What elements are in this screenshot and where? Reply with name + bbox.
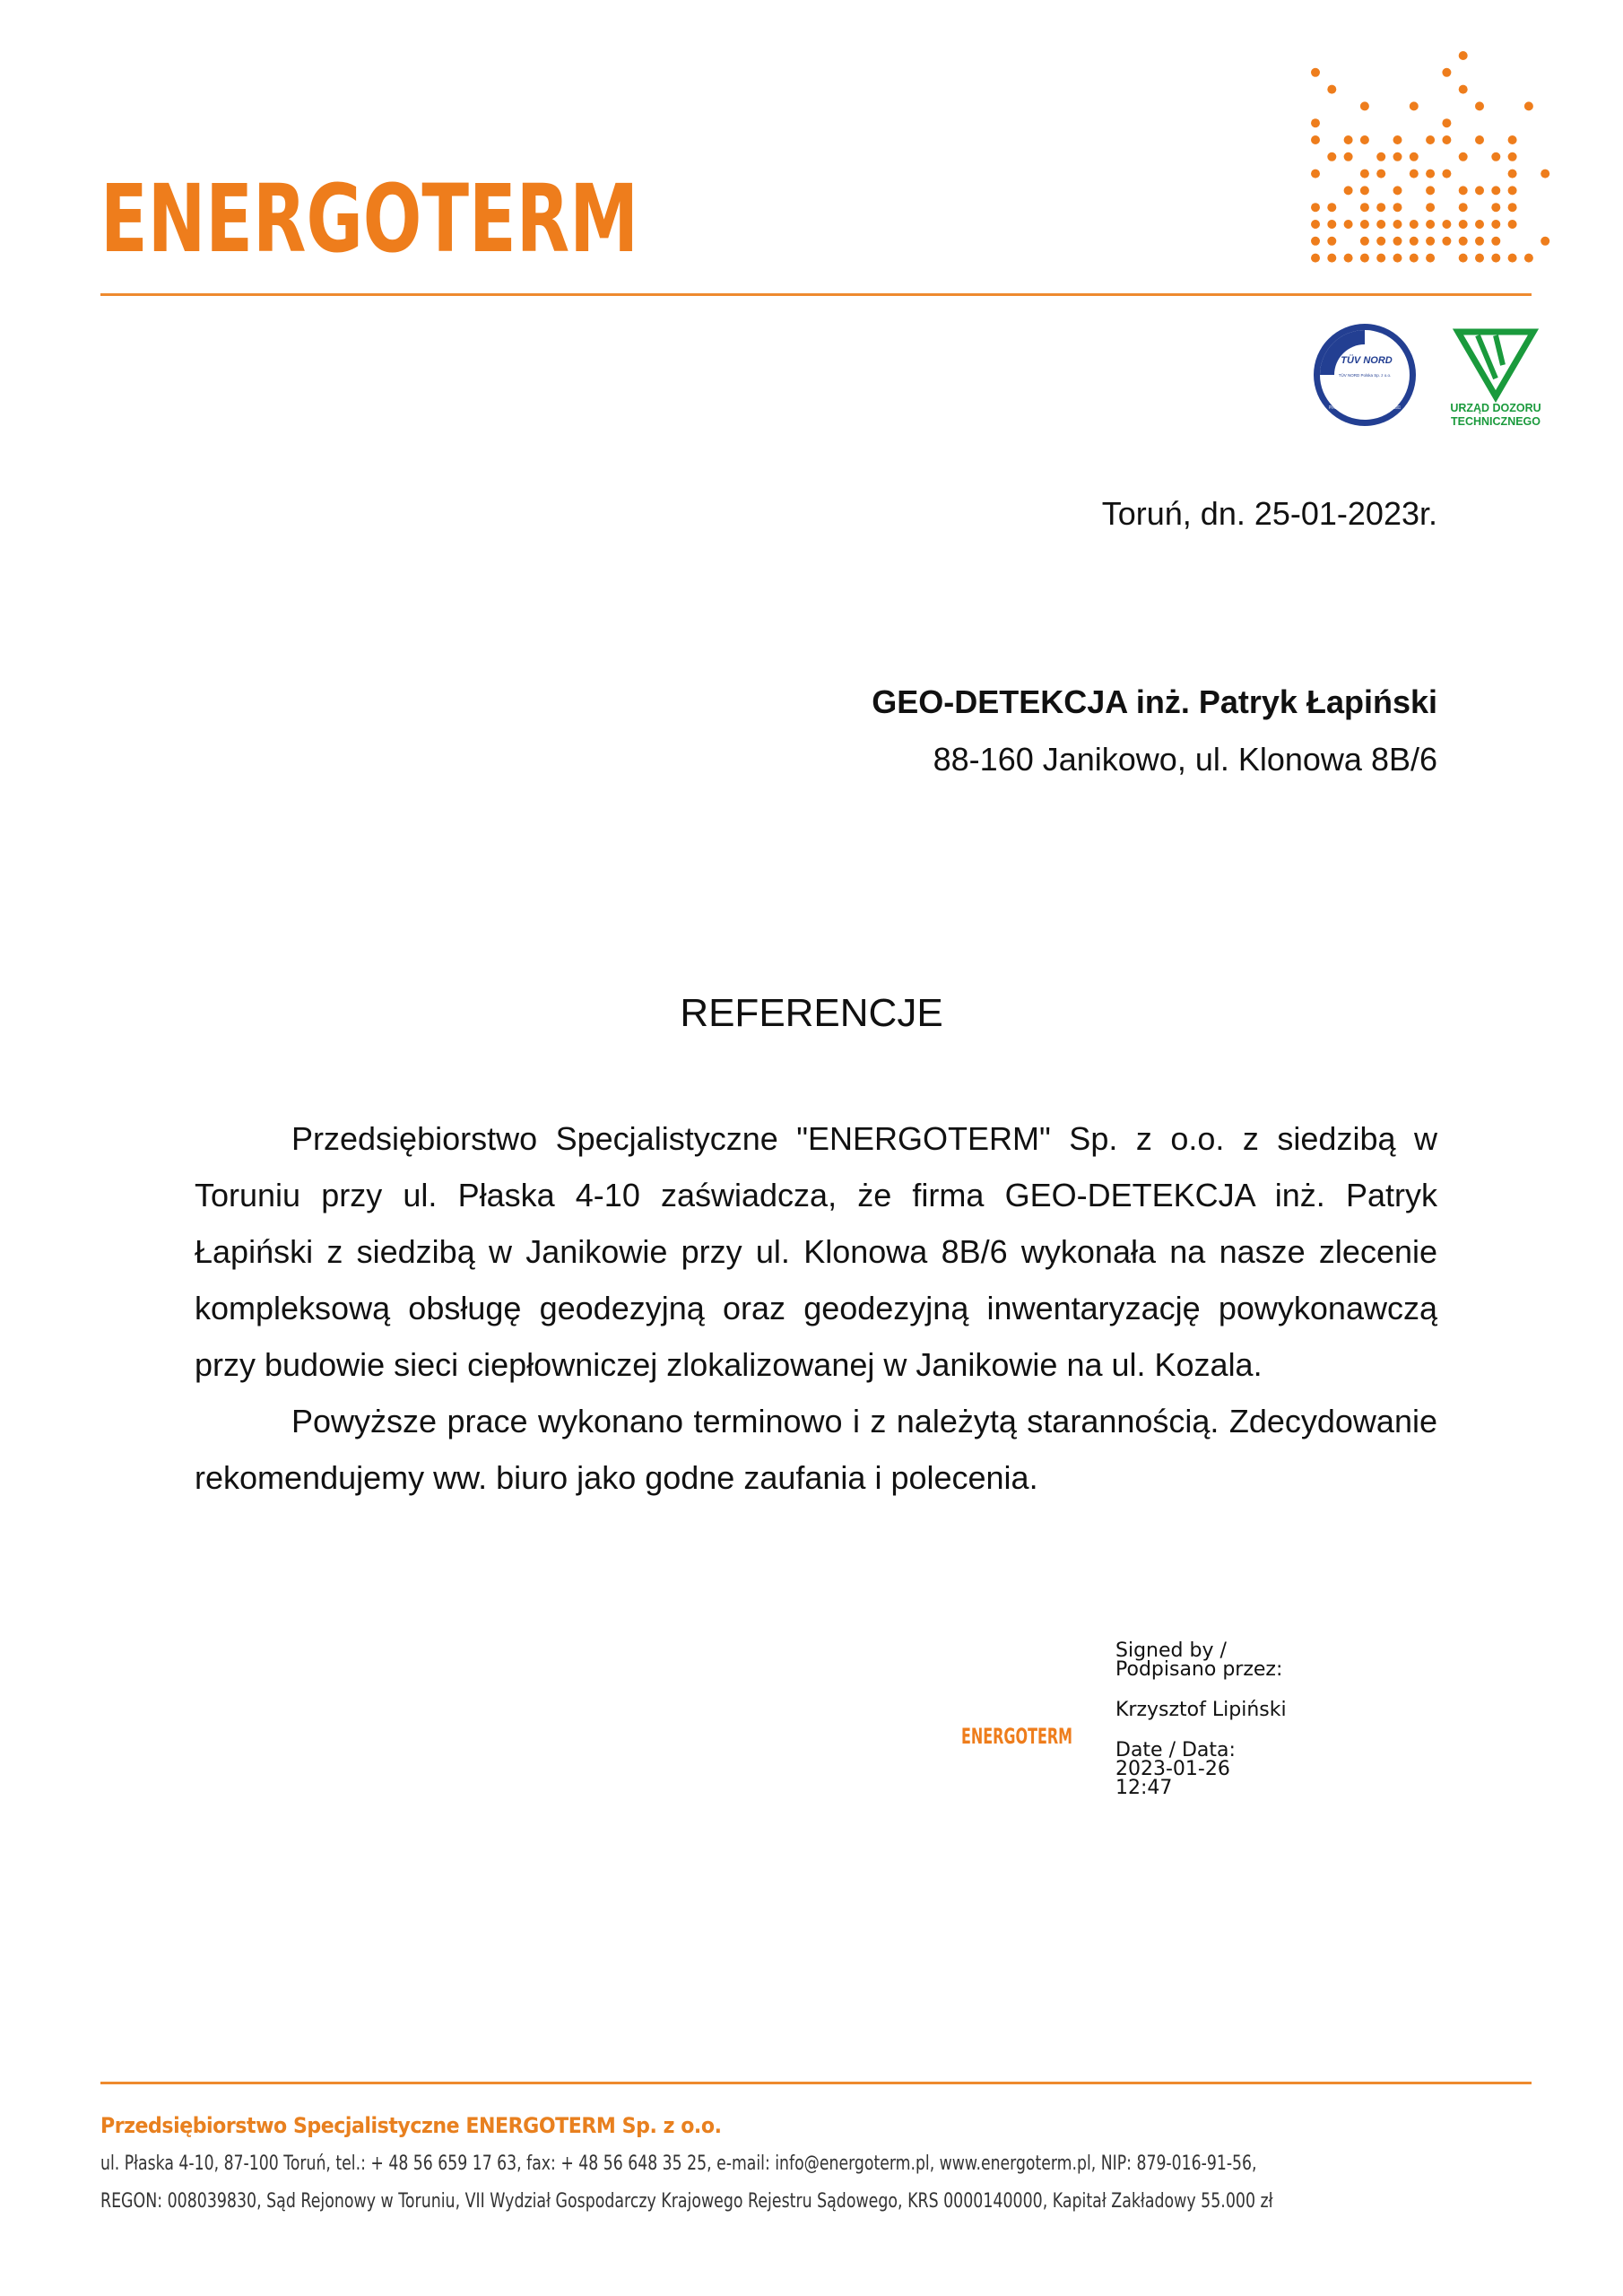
decorative-dot (1344, 220, 1353, 229)
header-divider (100, 293, 1532, 296)
decorative-dot (1360, 254, 1369, 263)
decorative-dot (1426, 237, 1435, 246)
decorative-dot (1442, 170, 1451, 178)
decorative-dot (1475, 254, 1484, 263)
signature-date: 2023-01-26 (1115, 1758, 1230, 1780)
decorative-dot (1426, 220, 1435, 229)
decorative-dot (1360, 101, 1369, 110)
decorative-dot (1508, 203, 1517, 212)
decorative-dot (1442, 220, 1451, 229)
decorative-dot (1475, 237, 1484, 246)
recipient-address: 88-160 Janikowo, ul. Klonowa 8B/6 (933, 741, 1437, 778)
decorative-dot (1376, 170, 1385, 178)
decorative-dot (1376, 254, 1385, 263)
decorative-dot (1393, 186, 1402, 195)
svg-text:TECHNICZNEGO: TECHNICZNEGO (1451, 415, 1541, 428)
decorative-dot (1491, 254, 1500, 263)
udt-certification-logo (1451, 325, 1541, 429)
signed-by-label-pl: Podpisano przez: (1115, 1658, 1283, 1681)
body-paragraph: Przedsiębiorstwo Specjalistyczne "ENERGOTERM" Sp. z o.o. z siedzibą w Toruniu przy ul. Płaska 4-10 zaświadcza, że firma GEO-DETEKCJA inż. Patryk Łapiński z siedzibą w Janikowie przy ul. Klonowa 8B/6 wykonała na nasze zlecenie kompleksową obsługę geodezyjną oraz geodezyjną inwentaryzację powykonawczą przy budowie sieci ciepłowniczej zlokalizowanej w Janikowie na ul. Kozala. (195, 1120, 1437, 1383)
decorative-dot (1410, 237, 1419, 246)
svg-text:URZĄD DOZORU: URZĄD DOZORU (1450, 402, 1541, 414)
decorative-dot (1393, 203, 1402, 212)
svg-text:TÜV NORD: TÜV NORD (1341, 355, 1393, 366)
svg-text:ENERGOTERM: ENERGOTERM (961, 1724, 1072, 1749)
svg-text:TÜV NORD Polska Sp. z o.o.: TÜV NORD Polska Sp. z o.o. (1338, 373, 1392, 378)
decorative-dot (1344, 186, 1353, 195)
signed-by-label: Signed by / (1115, 1639, 1227, 1662)
decorative-dot (1459, 237, 1468, 246)
decorative-dot (1327, 203, 1336, 212)
decorative-dot (1311, 220, 1320, 229)
decorative-dot (1360, 203, 1369, 212)
decorative-dot (1311, 135, 1320, 144)
footer-contact-line: ul. Płaska 4-10, 87-100 Toruń, tel.: + 48 56 659 17 63, fax: + 48 56 648 35 25, e-mail: info@energoterm.pl, www.energoterm.pl, NIP: 879-016-91-56, (100, 2152, 1257, 2175)
decorative-dot (1410, 101, 1419, 110)
decorative-dot (1508, 170, 1517, 178)
decorative-dot (1491, 152, 1500, 161)
decorative-dot (1410, 254, 1419, 263)
decorative-dot (1344, 254, 1353, 263)
decorative-dot (1426, 254, 1435, 263)
decorative-dot (1491, 237, 1500, 246)
decorative-dot (1393, 152, 1402, 161)
decorative-dot (1442, 118, 1451, 127)
decorative-dot (1327, 85, 1336, 94)
decorative-dot (1360, 220, 1369, 229)
document-title: REFERENCJE (680, 991, 943, 1035)
decorative-dot (1459, 220, 1468, 229)
decorative-dot (1426, 170, 1435, 178)
decorative-dot (1541, 170, 1549, 178)
decorative-dot (1475, 101, 1484, 110)
decorative-dot (1442, 68, 1451, 77)
letter-body (195, 1110, 1437, 1506)
decorative-dot (1376, 237, 1385, 246)
tuv-nord-certification-logo (1311, 321, 1419, 429)
decorative-dot (1376, 203, 1385, 212)
digital-signature-block (1115, 1641, 1287, 1797)
decorative-dot (1426, 135, 1435, 144)
signature-time: 12:47 (1115, 1777, 1173, 1799)
decorative-dot (1442, 135, 1451, 144)
decorative-dot (1508, 186, 1517, 195)
decorative-dot (1393, 220, 1402, 229)
decorative-dot (1524, 101, 1533, 110)
footer-company-name: Przedsiębiorstwo Specjalistyczne ENERGOTERM Sp. z o.o. (100, 2113, 722, 2138)
decorative-dot (1541, 237, 1549, 246)
decorative-dot (1311, 68, 1320, 77)
recipient-name: GEO-DETEKCJA inż. Patryk Łapiński (872, 683, 1437, 720)
body-paragraph: Powyższe prace wykonano terminowo i z należytą starannością. Zdecydowanie rekomendujemy ww. biuro jako godne zaufania i polecenia. (195, 1403, 1437, 1496)
decorative-dot (1491, 186, 1500, 195)
footer-registry-line: REGON: 008039830, Sąd Rejonowy w Toruniu, VII Wydział Gospodarczy Krajowego Rejestru Sądowego, KRS 0000140000, Kapitał Zakładowy 55.000 zł (100, 2190, 1273, 2213)
decorative-dot (1426, 186, 1435, 195)
decorative-dot (1508, 152, 1517, 161)
decorative-dot (1311, 254, 1320, 263)
decorative-dot (1360, 186, 1369, 195)
decorative-dot (1410, 152, 1419, 161)
decorative-dot (1459, 254, 1468, 263)
decorative-dot (1344, 135, 1353, 144)
decorative-dot (1442, 237, 1451, 246)
decorative-dot (1376, 152, 1385, 161)
date-label: Date / Data: (1115, 1739, 1236, 1761)
decorative-dot (1327, 220, 1336, 229)
decorative-dot (1426, 203, 1435, 212)
decorative-dot (1459, 85, 1468, 94)
decorative-dot (1360, 135, 1369, 144)
decorative-dot (1475, 186, 1484, 195)
decorative-dot (1491, 220, 1500, 229)
decorative-dot (1459, 186, 1468, 195)
decorative-dot (1475, 135, 1484, 144)
decorative-dot (1459, 203, 1468, 212)
decorative-dot (1327, 152, 1336, 161)
svg-text:PN-EN ISO 9001 PN-EN ISO 14001: PN-EN ISO 9001 PN-EN ISO 14001 PN-ISO 45001 (1329, 405, 1402, 411)
decorative-dot (1393, 254, 1402, 263)
decorative-dot (1393, 237, 1402, 246)
decorative-dot (1459, 51, 1468, 60)
signer-name: Krzysztof Lipiński (1115, 1699, 1287, 1721)
svg-text:ENERGOTERM: ENERGOTERM (100, 164, 638, 274)
decorative-dot-pattern (1305, 47, 1547, 280)
decorative-dot (1344, 152, 1353, 161)
decorative-dot (1524, 254, 1533, 263)
decorative-dot (1311, 170, 1320, 178)
decorative-dot (1360, 237, 1369, 246)
decorative-dot (1475, 220, 1484, 229)
decorative-dot (1508, 254, 1517, 263)
decorative-dot (1376, 220, 1385, 229)
decorative-dot (1311, 118, 1320, 127)
footer-divider (100, 2082, 1532, 2084)
energoterm-logo (100, 161, 647, 274)
decorative-dot (1508, 135, 1517, 144)
decorative-dot (1311, 237, 1320, 246)
place-and-date: Toruń, dn. 25-01-2023r. (1101, 495, 1437, 532)
decorative-dot (1410, 220, 1419, 229)
decorative-dot (1410, 170, 1419, 178)
decorative-dot (1459, 152, 1468, 161)
decorative-dot (1491, 203, 1500, 212)
decorative-dot (1360, 170, 1369, 178)
decorative-dot (1327, 254, 1336, 263)
decorative-dot (1508, 220, 1517, 229)
decorative-dot (1393, 135, 1402, 144)
signature-energoterm-logo (961, 1722, 1074, 1749)
decorative-dot (1311, 203, 1320, 212)
decorative-dot (1327, 237, 1336, 246)
